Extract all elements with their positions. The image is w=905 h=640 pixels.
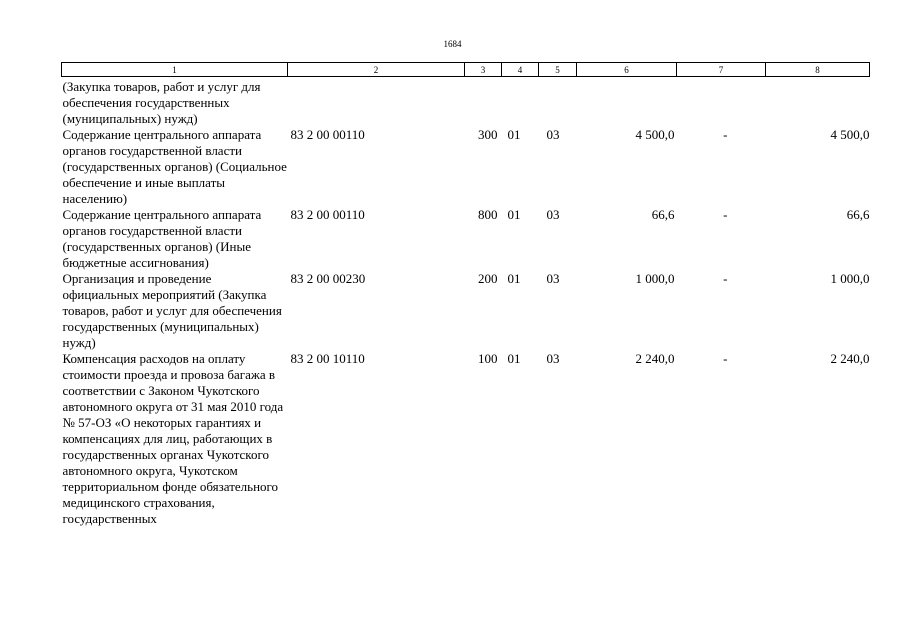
- table-row: [62, 271, 870, 351]
- header-col-6: 6: [577, 63, 677, 77]
- row-change: -: [723, 271, 728, 286]
- row-amount: [577, 77, 677, 128]
- header-col-2: 2: [288, 63, 465, 77]
- header-row: [62, 63, 870, 77]
- row-section: 01: [507, 351, 521, 366]
- table-row: [62, 207, 870, 271]
- row-subsection: 03: [546, 127, 560, 142]
- row-change: [677, 77, 766, 128]
- row-change: -: [723, 351, 728, 366]
- header-col-3: 3: [465, 63, 502, 77]
- header-col-4: 4: [502, 63, 539, 77]
- row-subsection: 03: [546, 271, 560, 286]
- row-section: 01: [507, 127, 521, 142]
- header-col-5: 5: [539, 63, 577, 77]
- row-code: 83 2 00 00110: [290, 127, 365, 142]
- row-change: -: [723, 127, 728, 142]
- row-type: 300: [478, 127, 498, 142]
- row-subsection: [539, 77, 577, 128]
- row-change: -: [723, 207, 728, 222]
- header-col-1: 1: [62, 63, 288, 77]
- table-row: [62, 351, 870, 527]
- row-code: 83 2 00 10110: [290, 351, 365, 366]
- row-section: [502, 77, 539, 128]
- row-section: 01: [507, 207, 521, 222]
- row-name: Содержание центрального аппарата органов государственной власти (государственных органов) (Социальное обеспечение и иные выплаты населению): [62, 127, 287, 206]
- page-number: 1684: [443, 39, 462, 49]
- row-name: Содержание центрального аппарата органов государственной власти (государственных органов) (Иные бюджетные ассигнования): [62, 207, 262, 270]
- row-total: [766, 77, 870, 128]
- row-name: Компенсация расходов на оплату стоимости проезда и провоза багажа в соответствии с Законом Чукотского автономного округа от 31 мая 2010 года № 57-ОЗ «О некоторых гарантиях и компенсациях для лиц, работающих в государственных органах Чукотского автономного округа, Чукотском территориальном фонде обязательного медицинского страхования, государственных: [62, 351, 284, 526]
- row-subsection: 03: [546, 351, 560, 366]
- header-col-7: 7: [677, 63, 766, 77]
- row-amount: 1 000,0: [635, 271, 675, 286]
- row-type: 100: [478, 351, 498, 366]
- row-type: 800: [478, 207, 498, 222]
- row-type: [465, 77, 502, 128]
- row-amount: 2 240,0: [635, 351, 675, 366]
- row-total: 4 500,0: [830, 127, 870, 142]
- row-total: 1 000,0: [830, 271, 870, 286]
- header-col-8: 8: [766, 63, 870, 77]
- row-name: Организация и проведение официальных мероприятий (Закупка товаров, работ и услуг для обеспечения государственных (муниципальных) нужд): [62, 271, 282, 350]
- table-row: [62, 127, 870, 207]
- row-name: (Закупка товаров, работ и услуг для обеспечения государственных (муниципальных) нужд): [62, 79, 261, 126]
- row-section: 01: [507, 271, 521, 286]
- row-total: 2 240,0: [830, 351, 870, 366]
- table-row: [62, 77, 870, 128]
- budget-table: [61, 62, 870, 527]
- row-type: 200: [478, 271, 498, 286]
- row-code: 83 2 00 00230: [290, 271, 366, 286]
- row-code: 83 2 00 00110: [290, 207, 365, 222]
- row-code: [288, 77, 465, 128]
- row-total: 66,6: [846, 207, 870, 222]
- row-subsection: 03: [546, 207, 560, 222]
- row-amount: 4 500,0: [635, 127, 675, 142]
- row-amount: 66,6: [651, 207, 675, 222]
